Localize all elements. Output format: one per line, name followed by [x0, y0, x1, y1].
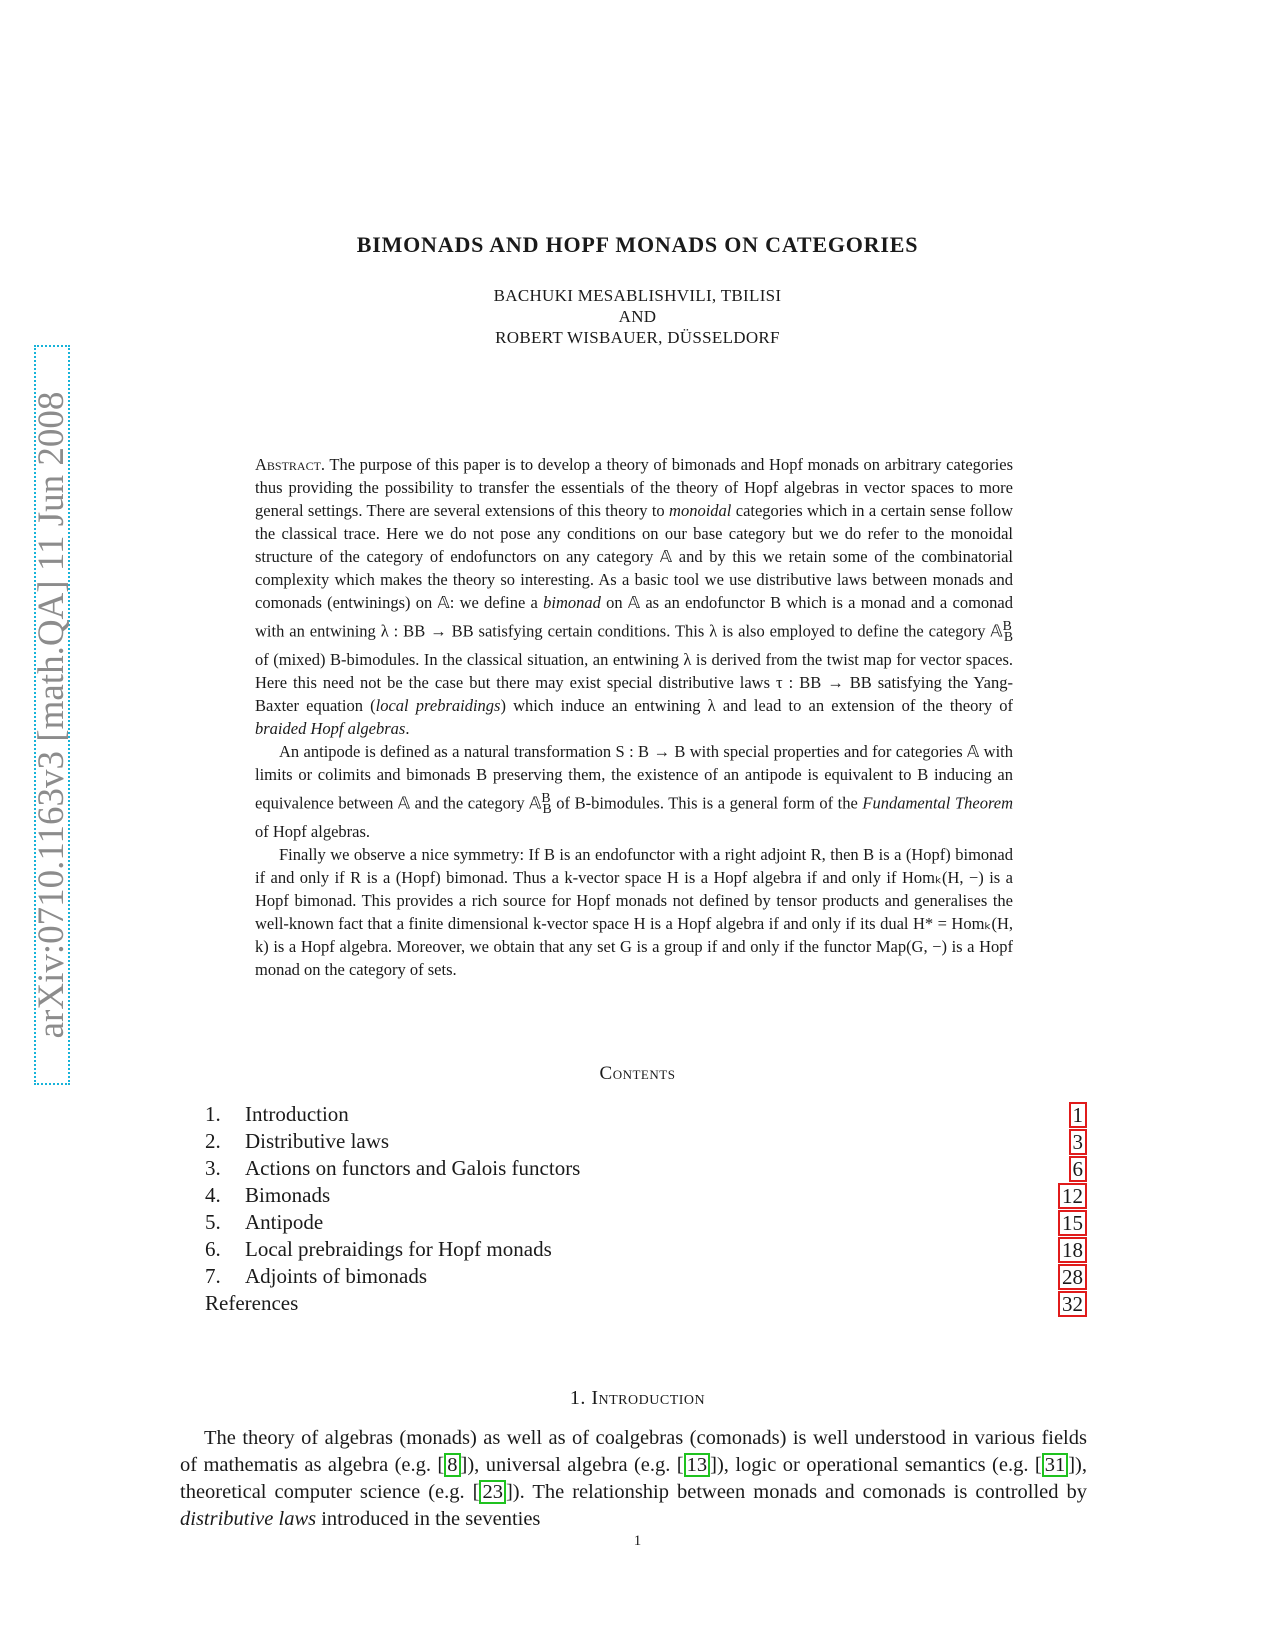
paper-title: BIMONADS AND HOPF MONADS ON CATEGORIES: [356, 232, 919, 257]
toc-entry-number: 7.: [205, 1264, 221, 1288]
emphasis-bimonad: bimonad: [543, 593, 601, 612]
emphasis-local-prebraidings: local prebraidings: [375, 695, 501, 715]
toc-entry-title: Introduction: [245, 1102, 349, 1126]
page-number: 1: [633, 1533, 642, 1549]
author-line-1: BACHUKI MESABLISHVILI, TBILISI: [493, 286, 782, 305]
table-of-contents: [205, 1101, 1087, 1317]
toc-page-link[interactable]: 1: [1069, 1102, 1088, 1128]
toc-entry-title: Adjoints of bimonads: [245, 1264, 427, 1288]
toc-entry: [205, 1101, 1087, 1128]
toc-entry-number: 6.: [205, 1237, 221, 1261]
toc-entry: [205, 1263, 1087, 1290]
emphasis-fundamental-theorem: Fundamental Theorem: [862, 793, 1013, 813]
emphasis-braided-hopf-algebras: braided Hopf algebras: [255, 718, 406, 738]
section-title: Introduction: [591, 1387, 706, 1409]
toc-entry: [205, 1236, 1087, 1263]
section-number: 1.: [569, 1387, 586, 1409]
section-heading-introduction: [0, 1387, 1275, 1410]
toc-entry: [205, 1155, 1087, 1182]
toc-entry-title: Local prebraidings for Hopf monads: [245, 1237, 552, 1261]
toc-entry-title: Actions on functors and Galois functors: [245, 1156, 581, 1180]
arxiv-identifier-stamp[interactable]: arXiv:0710.1163v3 [math.QA] 11 Jun 2008: [34, 345, 70, 1085]
author-line-2: ROBERT WISBAUER, DÜSSELDORF: [495, 328, 780, 347]
toc-page-link[interactable]: 32: [1058, 1291, 1087, 1317]
citation-link[interactable]: 13: [684, 1453, 711, 1477]
toc-page-link[interactable]: 28: [1058, 1264, 1087, 1290]
contents-heading: Contents: [599, 1063, 676, 1084]
toc-page-link[interactable]: 18: [1058, 1237, 1087, 1263]
toc-entry-title: Antipode: [245, 1210, 324, 1234]
toc-entry-number: 1.: [205, 1102, 221, 1126]
toc-entry-title: References: [205, 1291, 299, 1315]
toc-page-link[interactable]: 6: [1069, 1156, 1088, 1182]
citation-link[interactable]: 31: [1042, 1453, 1069, 1477]
toc-entry-number: 3.: [205, 1156, 221, 1180]
abstract-paragraph-1: Abstract. The purpose of this paper is to develop a theory of bimonads and Hopf monads on arbitrary categories thus providing the possibility to transfer the essentials of the theory of Hopf algebras in vector spaces to more general settings. There are several extensions of this theory to monoidal categories which in a certain sense follow the classical trace. Here we do not pose any conditions on our base category but we do refer to the monoidal structure of the category of endofunctors on any category 𝔸 and by this we retain some of the combinatorial complexity which makes the theory so interesting. As a basic tool we use distributive laws between monads and comonads (entwinings) on 𝔸: we define a bimonad on 𝔸 as an endofunctor B which is a monad and a comonad with an entwining λ : BB → BB satisfying certain conditions. This λ is also employed to define the category 𝔸$^B_B$ of (mixed) B-bimodules. In the classical situation, an entwining λ is derived from the twist map for vector spaces. Here this need not be the case but there may exist special distributive laws τ : BB → BB satisfying the Yang-Baxter equation (local prebraidings) which induce an entwining λ and lead to an extension of the theory of braided Hopf algebras.: [255, 455, 1014, 738]
abstract-paragraph-2: An antipode is defined as a natural transformation S : B → B with special properties and for categories 𝔸 with limits or colimits and bimonads B preserving them, the existence of an antipode is equivalent to B inducing an equivalence between 𝔸 and the category 𝔸$^B_B$ of B-bimodules. This is a general form of the Fundamental Theorem of Hopf algebras.: [255, 741, 1013, 841]
toc-entry-number: 2.: [205, 1129, 221, 1153]
toc-entry: [205, 1128, 1087, 1155]
toc-entry-title: Distributive laws: [245, 1129, 390, 1153]
toc-page-link[interactable]: 12: [1058, 1183, 1087, 1209]
abstract-label: Abstract.: [255, 455, 326, 474]
citation-link[interactable]: 23: [479, 1480, 506, 1504]
toc-entry-number: 5.: [205, 1210, 221, 1234]
toc-entry-references: [205, 1290, 1087, 1317]
author-line-and: AND: [618, 307, 657, 326]
abstract-paragraph-3: Finally we observe a nice symmetry: If B is an endofunctor with a right adjoint R, then B is a (Hopf) bimonad if and only if R is a (Hopf) bimonad. Thus a k-vector space H is a Hopf algebra if and only if Homₖ(H, −) is a Hopf bimonad. This provides a rich source for Hopf monads not defined by tensor products and generalises the well-known fact that a finite dimensional k-vector space H is a Hopf algebra if and only if its dual H* = Homₖ(H, k) is a Hopf algebra. Moreover, we obtain that any set G is a group if and only if the functor Map(G, −) is a Hopf monad on the category of sets.: [255, 844, 1013, 979]
toc-entry-title: Bimonads: [245, 1183, 331, 1207]
introduction-paragraph: The theory of algebras (monads) as well as of coalgebras (comonads) is well understood in various fields of mathematis as algebra (e.g. [ 8 ]), universal algebra (e.g. [ 13 ]), logic or operational semantics (e.g. [ 31 ]), theoretical computer science (e.g. [ 23 ]). The relationship between monads and comonads is controlled by distributive laws introduced in the seventies: [180, 1427, 1087, 1530]
abstract: [255, 453, 1013, 981]
toc-entry: [205, 1209, 1087, 1236]
toc-entry-number: 4.: [205, 1183, 221, 1207]
emphasis-distributive-laws: distributive laws: [180, 1508, 317, 1530]
citation-link[interactable]: 8: [444, 1453, 460, 1477]
toc-page-link[interactable]: 3: [1069, 1129, 1088, 1155]
toc-page-link[interactable]: 15: [1058, 1210, 1087, 1236]
emphasis-monoidal: monoidal: [669, 501, 732, 520]
toc-entry: [205, 1182, 1087, 1209]
